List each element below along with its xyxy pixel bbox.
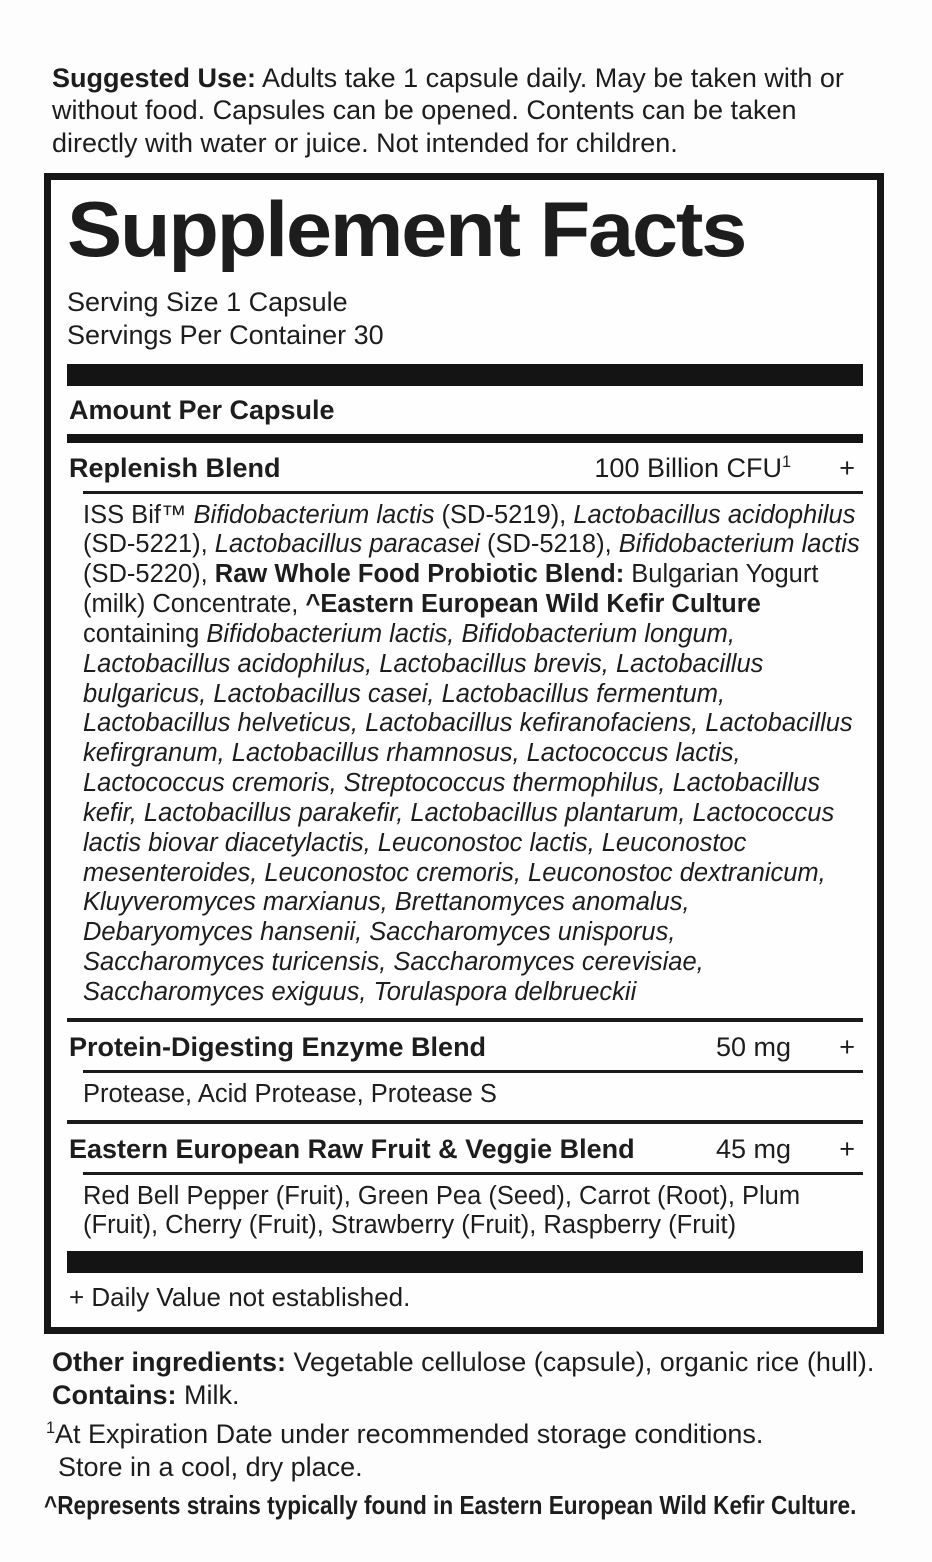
supplement-label xyxy=(0,62,932,1562)
amount-per-capsule-header: Amount Per Capsule xyxy=(69,394,335,425)
blend-name: Replenish Blend xyxy=(69,452,281,483)
storage-note: Store in a cool, dry place. xyxy=(58,1451,363,1482)
blend-amount: 45 mg xyxy=(715,1133,791,1164)
other-ingredients: Other ingredients: Vegetable cellulose (capsule), organic rice (hull). xyxy=(52,1347,875,1378)
blend-amount: 100 Billion CFU$^1$ xyxy=(594,452,791,483)
blend-daily-value: + xyxy=(839,452,855,483)
blend-name: Protein-Digesting Enzyme Blend xyxy=(69,1031,487,1062)
suggested-use-text: Adults take 1 capsule daily. May be taken with or without food. Capsules can be opened. Contents can be taken directly with water or juice. Not intended for children. xyxy=(52,63,844,158)
divider-thin-indented xyxy=(83,1070,863,1073)
expiration-note: $^1$At Expiration Date under recommended storage conditions. xyxy=(46,1419,764,1450)
blend-amount: 50 mg xyxy=(715,1031,791,1062)
blend-detail-fruit-veggie: Red Bell Pepper (Fruit), Green Pea (Seed), Carrot (Root), Plum (Fruit), Cherry (Fruit), Strawberry (Fruit), Raspberry (Fruit) xyxy=(83,1181,801,1240)
blend-row-enzyme xyxy=(67,1022,863,1070)
serving-size: Serving Size 1 Capsule xyxy=(67,286,348,317)
servings-per-container: Servings Per Container 30 xyxy=(67,319,384,350)
suggested-use xyxy=(52,62,886,159)
blend-daily-value: + xyxy=(839,1133,855,1164)
contains-statement: Contains: Milk. xyxy=(52,1380,240,1411)
supplement-facts-panel xyxy=(44,173,884,1334)
divider-thin-indented xyxy=(83,1172,863,1175)
daily-value-footnote: + Daily Value not established. xyxy=(69,1282,411,1313)
blend-detail-replenish: ISS Bif™ Bifidobacterium lactis (SD-5219), Lactobacillus acidophilus (SD-5221), Lactobacillus paracasei (SD-5218), Bifidobacterium lactis (SD-5220), Raw Whole Food Probiotic Blend: Bulgarian Yogurt (milk) Concentrate, ^Eastern European Wild Kefir Culture containing Bifidobacterium lactis, Bifidobacterium longum, Lactobacillus acidophilus, Lactobacillus brevis, Lactobacillus bulgaricus, Lactobacillus casei, Lactobacillus fermentum, Lactobacillus helveticus, Lactobacillus kefiranofaciens, Lactobacillus kefirgranum, Lactobacillus rhamnosus, Lactococcus lactis, Lactococcus cremoris, Streptococcus thermophilus, Lactobacillus kefir, Lactobacillus parakefir, Lactobacillus plantarum, Lactococcus lactis biovar diacetylactis, Leuconostoc lactis, Leuconostoc mesenteroides, Leuconostoc cremoris, Leuconostoc dextranicum, Kluyveromyces marxianus, Brettanomyces anomalus, Debaryomyces hansenii, Saccharomyces unisporus, Saccharomyces turicensis, Saccharomyces cerevisiae, Saccharomyces exiguus, Torulaspora delbrueckii xyxy=(83,500,860,1006)
divider-thick-top xyxy=(67,364,863,386)
blend-row-fruit-veggie xyxy=(67,1124,863,1172)
blend-detail-enzyme: Protease, Acid Protease, Protease S xyxy=(83,1079,497,1108)
kefir-culture-note: ^Represents strains typically found in Eastern European Wild Kefir Culture. xyxy=(44,1489,857,1520)
divider-thin-indented xyxy=(83,491,863,494)
blend-name: Eastern European Raw Fruit & Veggie Blend xyxy=(69,1133,635,1164)
divider-medium xyxy=(67,434,863,443)
label-footer xyxy=(44,1346,892,1521)
divider-thick-bottom xyxy=(67,1251,863,1273)
suggested-use-label: Suggested Use: xyxy=(52,63,257,93)
blend-daily-value: + xyxy=(839,1031,855,1062)
blend-row-replenish xyxy=(67,443,863,491)
panel-title: Supplement Facts xyxy=(67,185,746,274)
